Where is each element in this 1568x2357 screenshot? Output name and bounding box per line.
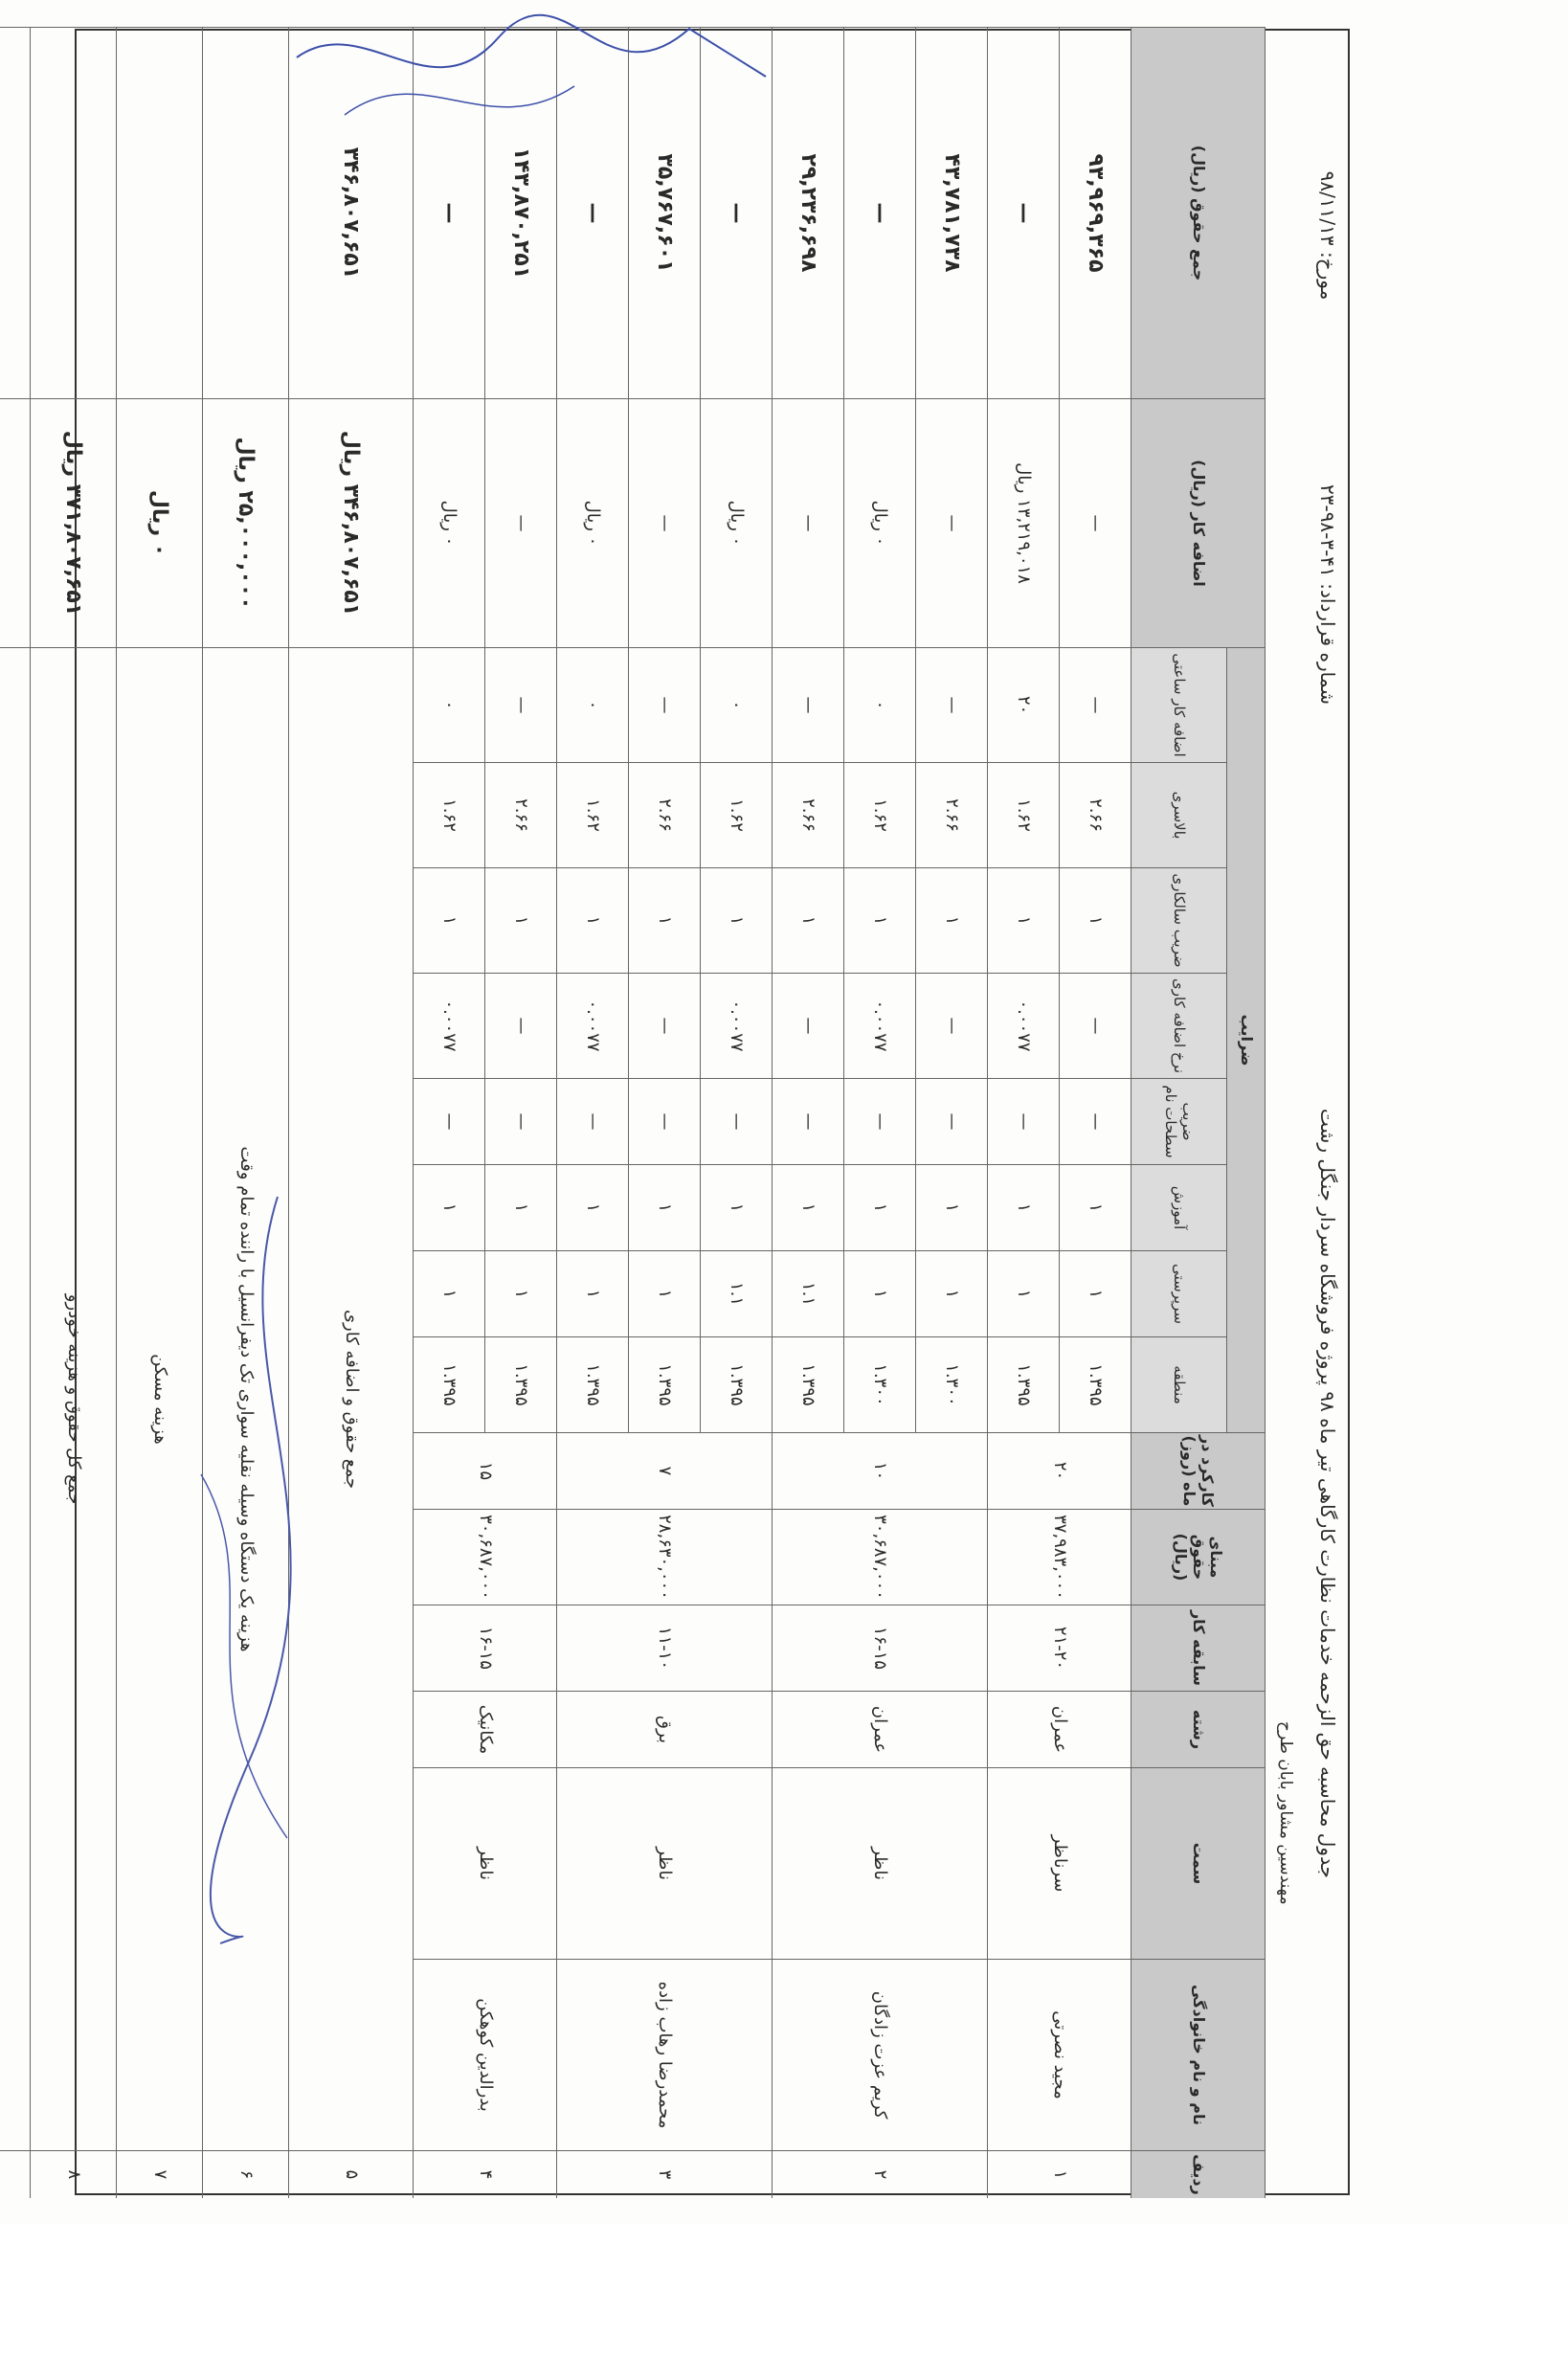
person-workdays: ۱۰ bbox=[773, 1432, 988, 1509]
cell-scale: — bbox=[844, 1078, 916, 1164]
cell-managerial: ۱ bbox=[557, 1250, 629, 1336]
cell-total: — bbox=[557, 27, 629, 398]
person-field: مکانیک bbox=[414, 1691, 557, 1767]
col-comm: ضریب سالکاری bbox=[1131, 867, 1227, 973]
cell-ot-pay: ۰ ریال bbox=[414, 398, 485, 647]
cell-ot-pay: — bbox=[1060, 398, 1131, 647]
cell-total: — bbox=[414, 27, 485, 398]
cell-ot-hours: — bbox=[916, 647, 988, 762]
cell-education: ۱ bbox=[557, 1164, 629, 1250]
cell-comm: ۱ bbox=[773, 867, 844, 973]
person-experience: ۱۶-۱۵ bbox=[414, 1605, 557, 1691]
cell-total: — bbox=[988, 27, 1060, 398]
col-ot-rate: نرخ اضافه کاری bbox=[1131, 973, 1227, 1078]
cell-comm: ۱ bbox=[485, 867, 557, 973]
cell-ot-rate: ۰.۰۰۷۷ bbox=[414, 973, 485, 1078]
cell-ot-hours: ۰ bbox=[414, 647, 485, 762]
cell-managerial: ۱.۱ bbox=[701, 1250, 773, 1336]
cell-ot-hours: — bbox=[485, 647, 557, 762]
cell-region: ۱.۳۹۵ bbox=[701, 1336, 773, 1432]
cell-comm: ۱ bbox=[1060, 867, 1131, 973]
cell-overhead: ۱.۶۲ bbox=[988, 762, 1060, 867]
cell-ot-pay: — bbox=[916, 398, 988, 647]
summary-total: ۳۴۶,۸۰۷,۶۵۱ bbox=[289, 27, 414, 398]
row-number: ۱ bbox=[988, 2150, 1131, 2198]
cell-ot-pay: ۱۳,۲۱۹,۰۱۸ ریال bbox=[988, 398, 1060, 647]
rotated-table bbox=[61, 27, 1352, 2198]
summary-label: هزینه مسکن bbox=[117, 647, 203, 2150]
cell-ot-rate: — bbox=[1060, 973, 1131, 1078]
cell-scale: — bbox=[557, 1078, 629, 1164]
cell-ot-rate: — bbox=[773, 973, 844, 1078]
cell-comm: ۱ bbox=[844, 867, 916, 973]
cell-ot-hours: ۲۰ bbox=[988, 647, 1060, 762]
cell-managerial: ۱ bbox=[414, 1250, 485, 1336]
cell-ot-rate: — bbox=[485, 973, 557, 1078]
consultant-name: مهندسین مشاور بابان طرح bbox=[1275, 1721, 1295, 1905]
cell-region: ۱.۳۹۵ bbox=[557, 1336, 629, 1432]
contract-number: شماره قرارداد: ۴۱-۳-۹۸-۲۳ bbox=[1316, 483, 1340, 706]
summary-label bbox=[0, 647, 31, 2150]
col-experience: سابقه کار bbox=[1131, 1605, 1266, 1691]
col-managerial: سرپرستی bbox=[1131, 1250, 1227, 1336]
cell-overhead: ۲.۶۶ bbox=[629, 762, 701, 867]
cell-overhead: ۱.۶۲ bbox=[414, 762, 485, 867]
col-region: منطقه bbox=[1131, 1336, 1227, 1432]
cell-education: ۱ bbox=[414, 1164, 485, 1250]
col-row: ردیف bbox=[1131, 2150, 1266, 2198]
cell-scale: — bbox=[485, 1078, 557, 1164]
cell-region: ۱.۳۹۵ bbox=[485, 1336, 557, 1432]
cell-comm: ۱ bbox=[988, 867, 1060, 973]
cell-managerial: ۱ bbox=[844, 1250, 916, 1336]
person-workdays: ۱۵ bbox=[414, 1432, 557, 1509]
summary-value: ۳۷۱,۸۰۷,۶۵۱ ریال bbox=[31, 398, 117, 647]
summary-label: هزینه یک دستگاه وسیله نقلیه سواری تک دیفرانسیل با راننده تمام وقت bbox=[203, 647, 289, 2150]
cell-ot-pay: ۰ ریال bbox=[557, 398, 629, 647]
col-ot-pay: اضافه کار (ریال) bbox=[1131, 398, 1266, 647]
person-position: ناظر bbox=[557, 1767, 773, 1959]
cell-education: ۱ bbox=[629, 1164, 701, 1250]
col-ot-hours: اضافه کار ساعتی bbox=[1131, 647, 1227, 762]
cell-ot-rate: ۰.۰۰۷۷ bbox=[844, 973, 916, 1078]
cell-overhead: ۲.۶۶ bbox=[1060, 762, 1131, 867]
summary-row-number bbox=[0, 2150, 31, 2198]
cell-total: ۲۹,۲۳۶,۶۹۸ bbox=[773, 27, 844, 398]
col-salary: مبنای حقوق (ریال) bbox=[1131, 1509, 1266, 1605]
col-field: رشته bbox=[1131, 1691, 1266, 1767]
cell-region: ۱.۳۰۰ bbox=[916, 1336, 988, 1432]
cell-managerial: ۱ bbox=[629, 1250, 701, 1336]
person-experience: ۱۱-۱۰ bbox=[557, 1605, 773, 1691]
summary-label: جمع کل حقوق و هزینه خودرو bbox=[31, 647, 117, 2150]
person-position: ناظر bbox=[773, 1767, 988, 1959]
summary-row-number: ۸ bbox=[31, 2150, 117, 2198]
person-workdays: ۲۰ bbox=[988, 1432, 1131, 1509]
cell-ot-pay: — bbox=[773, 398, 844, 647]
cell-scale: — bbox=[701, 1078, 773, 1164]
cell-scale: — bbox=[629, 1078, 701, 1164]
cell-education: ۱ bbox=[916, 1164, 988, 1250]
summary-empty-cell bbox=[203, 27, 289, 398]
person-name: مجید نصرتی bbox=[988, 1959, 1131, 2150]
cell-comm: ۱ bbox=[629, 867, 701, 973]
col-scale: ضریب سطحات نام bbox=[1131, 1078, 1227, 1164]
person-name: بدرالدین کوهکن bbox=[414, 1959, 557, 2150]
cell-scale: — bbox=[773, 1078, 844, 1164]
cell-ot-rate: ۰.۰۰۷۷ bbox=[701, 973, 773, 1078]
cell-education: ۱ bbox=[485, 1164, 557, 1250]
cell-ot-rate: ۰.۰۰۷۷ bbox=[557, 973, 629, 1078]
cell-education: ۱ bbox=[988, 1164, 1060, 1250]
cell-total: ۹۳,۹۶۹,۳۶۵ bbox=[1060, 27, 1131, 398]
cell-ot-hours: ۰ bbox=[844, 647, 916, 762]
summary-row-number: ۵ bbox=[289, 2150, 414, 2198]
person-salary: ۳۰,۶۸۷,۰۰۰ bbox=[414, 1509, 557, 1605]
summary-label: جمع حقوق و اضافه کاری bbox=[289, 647, 414, 2150]
cell-total: — bbox=[844, 27, 916, 398]
cell-comm: ۱ bbox=[414, 867, 485, 973]
summary-value: ۲۵,۰۰۰,۰۰۰ ریال bbox=[203, 398, 289, 647]
cell-total: ۳۵,۷۶۷,۶۰۱ bbox=[629, 27, 701, 398]
summary-value: ۰ ریال bbox=[117, 398, 203, 647]
cell-ot-rate: — bbox=[629, 973, 701, 1078]
cell-ot-pay: — bbox=[485, 398, 557, 647]
document-date: مورخ: ۹۸/۱۱/۱۳ bbox=[1316, 170, 1340, 301]
cell-managerial: ۱.۱ bbox=[773, 1250, 844, 1336]
col-position: سمت bbox=[1131, 1767, 1266, 1959]
person-position: ناظر bbox=[414, 1767, 557, 1959]
cell-education: ۱ bbox=[844, 1164, 916, 1250]
summary-row-number: ۷ bbox=[117, 2150, 203, 2198]
cell-overhead: ۲.۶۶ bbox=[485, 762, 557, 867]
cell-total: ۱۴۳,۸۷۰,۲۵۱ bbox=[485, 27, 557, 398]
cell-region: ۱.۳۹۵ bbox=[1060, 1336, 1131, 1432]
person-experience: ۲۱-۲۰ bbox=[988, 1605, 1131, 1691]
col-overhead: بالاسری bbox=[1131, 762, 1227, 867]
cell-ot-rate: — bbox=[916, 973, 988, 1078]
cell-ot-hours: ۰ bbox=[557, 647, 629, 762]
coefficients-header: ضرایب bbox=[1227, 647, 1266, 1432]
cell-scale: — bbox=[414, 1078, 485, 1164]
cell-education: ۱ bbox=[773, 1164, 844, 1250]
col-total: جمع حقوق (ریال) bbox=[1131, 27, 1266, 398]
col-name: نام و نام خانوادگی bbox=[1131, 1959, 1266, 2150]
cell-managerial: ۱ bbox=[988, 1250, 1060, 1336]
cell-overhead: ۲.۶۶ bbox=[916, 762, 988, 867]
cell-comm: ۱ bbox=[557, 867, 629, 973]
person-name: محمدرضا رهاب زاده bbox=[557, 1959, 773, 2150]
cell-education: ۱ bbox=[701, 1164, 773, 1250]
cell-education: ۱ bbox=[1060, 1164, 1131, 1250]
person-field: عمران bbox=[988, 1691, 1131, 1767]
cell-overhead: ۱.۶۲ bbox=[557, 762, 629, 867]
cell-total: ۴۳,۷۸۱,۷۳۸ bbox=[916, 27, 988, 398]
cell-ot-rate: ۰.۰۰۷۷ bbox=[988, 973, 1060, 1078]
cell-overhead: ۱.۶۲ bbox=[844, 762, 916, 867]
cell-region: ۱.۳۹۵ bbox=[629, 1336, 701, 1432]
summary-empty-cell bbox=[0, 27, 31, 398]
col-workdays: کارکرد در ماه (روز) bbox=[1131, 1432, 1266, 1509]
cell-scale: — bbox=[916, 1078, 988, 1164]
document-title: جدول محاسبه حق الزحمه خدمات نظارت کارگاهی تیر ماه ۹۸ پروژه فروشگاه سردار جنگل رشت bbox=[1316, 1109, 1340, 1878]
cell-overhead: ۱.۶۲ bbox=[701, 762, 773, 867]
person-salary: ۳۰,۶۸۷,۰۰۰ bbox=[773, 1509, 988, 1605]
summary-value bbox=[0, 398, 31, 647]
person-field: عمران bbox=[773, 1691, 988, 1767]
summary-value: ۳۴۶,۸۰۷,۶۵۱ ریال bbox=[289, 398, 414, 647]
summary-empty-cell bbox=[31, 27, 117, 398]
cell-managerial: ۱ bbox=[916, 1250, 988, 1336]
cell-ot-hours: — bbox=[1060, 647, 1131, 762]
person-name: کریم عزت زادگان bbox=[773, 1959, 988, 2150]
person-experience: ۱۶-۱۵ bbox=[773, 1605, 988, 1691]
col-education: آموزش bbox=[1131, 1164, 1227, 1250]
row-number: ۲ bbox=[773, 2150, 988, 2198]
cell-scale: — bbox=[1060, 1078, 1131, 1164]
cell-region: ۱.۳۹۵ bbox=[414, 1336, 485, 1432]
cell-total: — bbox=[701, 27, 773, 398]
cell-region: ۱.۳۹۵ bbox=[988, 1336, 1060, 1432]
cell-managerial: ۱ bbox=[485, 1250, 557, 1336]
cell-managerial: ۱ bbox=[1060, 1250, 1131, 1336]
summary-row-number: ۶ bbox=[203, 2150, 289, 2198]
row-number: ۴ bbox=[414, 2150, 557, 2198]
row-number: ۳ bbox=[557, 2150, 773, 2198]
person-salary: ۲۸,۶۳۰,۰۰۰ bbox=[557, 1509, 773, 1605]
cell-ot-pay: ۰ ریال bbox=[701, 398, 773, 647]
cell-scale: — bbox=[988, 1078, 1060, 1164]
person-salary: ۳۷,۹۸۳,۰۰۰ bbox=[988, 1509, 1131, 1605]
cell-ot-pay: ۰ ریال bbox=[844, 398, 916, 647]
cell-ot-hours: — bbox=[629, 647, 701, 762]
cell-overhead: ۲.۶۶ bbox=[773, 762, 844, 867]
cell-region: ۱.۳۹۵ bbox=[773, 1336, 844, 1432]
cell-comm: ۱ bbox=[701, 867, 773, 973]
person-field: برق bbox=[557, 1691, 773, 1767]
summary-empty-cell bbox=[117, 27, 203, 398]
person-workdays: ۷ bbox=[557, 1432, 773, 1509]
cell-region: ۱.۳۰۰ bbox=[844, 1336, 916, 1432]
cell-comm: ۱ bbox=[916, 867, 988, 973]
cell-ot-hours: ۰ bbox=[701, 647, 773, 762]
person-position: سرناظر bbox=[988, 1767, 1131, 1959]
cell-ot-hours: — bbox=[773, 647, 844, 762]
cell-ot-pay: — bbox=[629, 398, 701, 647]
